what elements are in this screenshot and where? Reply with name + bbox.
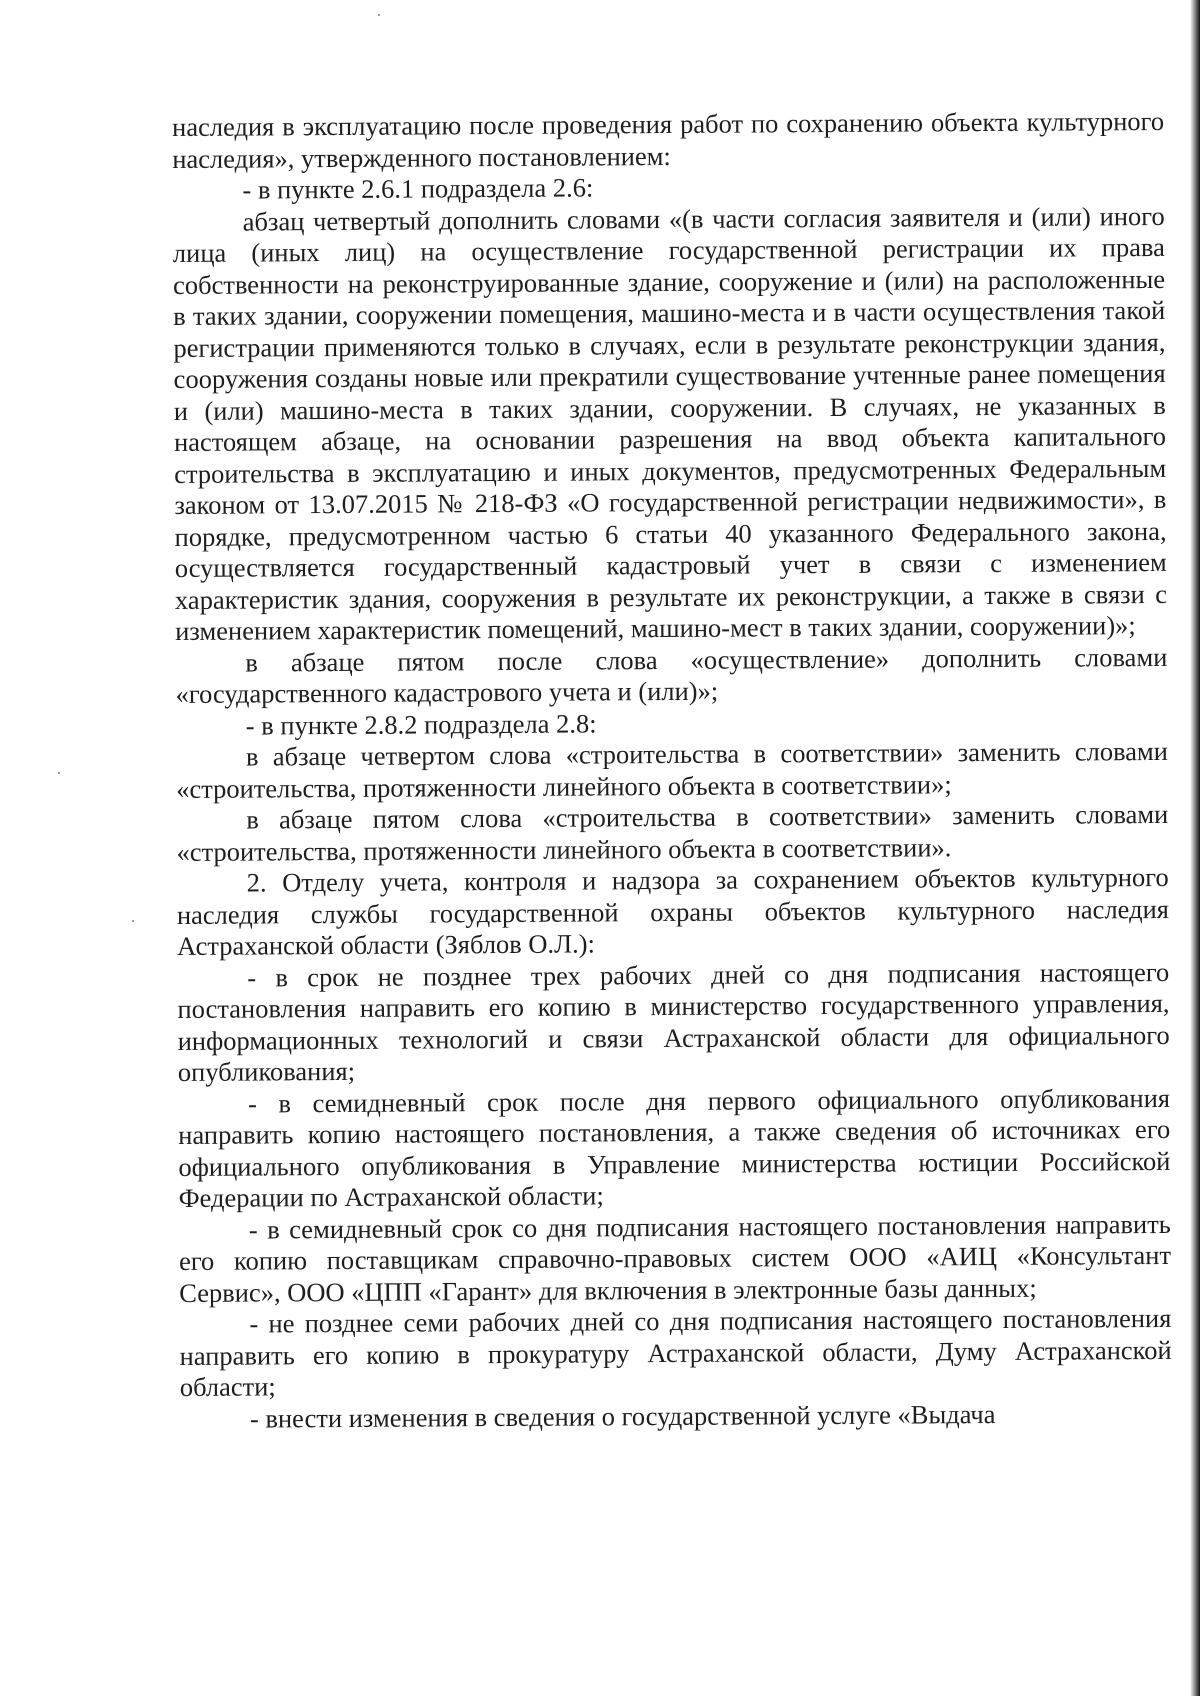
scan-speck xyxy=(378,14,380,16)
paragraph: в абзаце пятом после слова «осуществление» дополнить словами «государственного кадастрового учета и (или)»; xyxy=(175,641,1168,709)
paragraph: наследия в эксплуатацию после проведения работ по сохранению объекта культурного наследия», утвержденного постановлением: xyxy=(172,105,1165,174)
paragraph: - в семидневный срок со дня подписания настоящего постановления направить его копию поставщикам справочно-правовых систем ООО «АИЦ «Консультант Сервис», ООО «ЦПП «Гарант» для включения в электронные базы данных; xyxy=(178,1208,1172,1308)
scan-speck xyxy=(132,920,134,922)
paragraph: - в семидневный срок после дня первого официального опубликования направить копию настоящего постановления, а также сведения об источниках его официального опубликования в Управление министерства юстиции Российской Федерации по Астраханской области; xyxy=(178,1082,1171,1213)
scan-edge-shadow xyxy=(1190,0,1200,1696)
paragraph: - в срок не позднее трех рабочих дней со дня подписания настоящего постановления направить его копию в министерство государственного управления, информационных технологий и связи Астраханской области для официального опубликования; xyxy=(177,956,1170,1087)
paragraph: - в пункте 2.8.2 подраздела 2.8: xyxy=(245,707,597,741)
paragraph: - внести изменения в сведения о государственной услуге «Выдача xyxy=(249,1398,996,1434)
paragraph: - в пункте 2.6.1 подраздела 2.6: xyxy=(242,172,594,205)
paragraph: в абзаце пятом слова «строительства в соответствии» заменить словами «строительства, протяженности линейного объекта в соответствии». xyxy=(176,798,1169,867)
paragraph: 2. Отделу учета, контроля и надзора за сохранением объектов культурного наследия службы государственной охраны объектов культурного наследия Астраханской области (Зяблов О.Л.): xyxy=(176,861,1169,961)
document-body xyxy=(172,106,1172,1435)
paragraph: - не позднее семи рабочих дней со дня подписания настоящего постановления направить его копию в прокуратуру Астраханской области, Думу Астраханской области; xyxy=(179,1302,1172,1402)
paragraph: в абзаце четвертом слова «строительства в соответствии» заменить словами «строительства, протяженности линейного объекта в соответствии»; xyxy=(176,735,1169,804)
paragraph: абзац четвертый дополнить словами «(в части согласия заявителя и (или) иного лица (иных лиц) на осуществление государственной регистрации их права собственности на реконструированные здание, сооружение и (или) на расположенные в таких здании, сооружении помещения, машино-места и в части осуществления такой регистрации применяются только в случаях, если в результате реконструкции здания, сооружения созданы новые или прекратили существование учтенные ранее помещения и (или) машино-места в таких здании, сооружении. В случаях, не указанных в настоящем абзаце, на основании разрешения на ввод объекта капитального строительства в эксплуатацию и иных документов, предусмотренных Федеральным законом от 13.07.2015 № 218-ФЗ «О государственной регистрации недвижимости», в порядке, предусмотренном частью 6 статьи 40 указанного Федерального закона, осуществляется государственный кадастровый учет в связи с изменением характеристик здания, сооружения в результате их реконструкции, а также в связи с изменением характеристик помещений, машино-мест в таких здании, сооружении)»; xyxy=(172,200,1168,646)
scan-speck xyxy=(58,772,60,774)
